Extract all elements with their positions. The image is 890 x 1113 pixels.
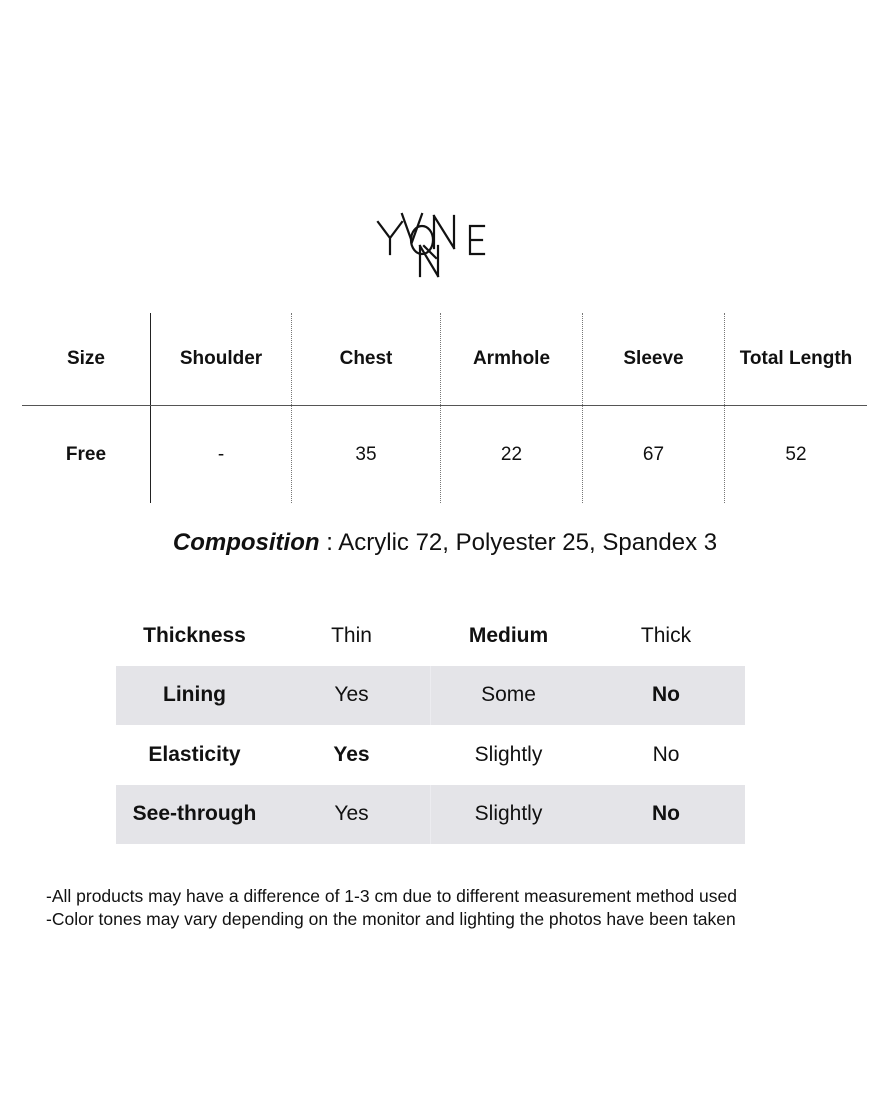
property-option-selected: Yes <box>333 742 370 766</box>
property-label: Elasticity <box>148 742 241 766</box>
column-divider <box>582 313 583 503</box>
sleeve-value: 67 <box>642 444 665 465</box>
property-option-selected: No <box>652 802 680 826</box>
header-total-length: Total Length <box>739 348 853 369</box>
column-divider <box>440 313 441 503</box>
property-row-thickness <box>116 606 745 666</box>
chest-value: 35 <box>355 444 377 465</box>
property-option: Yes <box>334 802 369 826</box>
brand-logo <box>376 210 488 280</box>
property-option: Slightly <box>474 742 543 766</box>
header-sleeve: Sleeve <box>623 348 684 369</box>
property-option: Yes <box>334 683 369 707</box>
fabric-properties-table <box>116 606 745 844</box>
property-option: Thin <box>331 623 372 647</box>
composition-line <box>0 528 890 558</box>
property-label: Lining <box>163 683 226 707</box>
column-divider <box>291 313 292 503</box>
property-option: Thick <box>640 623 692 647</box>
property-option: Slightly <box>430 785 587 845</box>
logo-mark <box>376 210 488 280</box>
shoulder-value: - <box>217 444 225 465</box>
property-label: Thickness <box>143 623 246 647</box>
property-option-selected: No <box>652 683 680 707</box>
column-divider <box>724 313 725 503</box>
column-divider <box>150 313 151 503</box>
composition-label: Composition <box>172 529 320 556</box>
header-divider <box>22 405 867 406</box>
property-option-selected: Medium <box>468 623 549 647</box>
property-row-lining <box>116 666 745 726</box>
note-measurement: -All products may have a difference of 1-3 cm due to different measurement method used <box>46 886 737 906</box>
size-value: Free <box>65 444 107 465</box>
disclaimer-notes <box>46 885 866 931</box>
property-row-elasticity <box>116 725 745 785</box>
total-length-value: 52 <box>785 444 807 465</box>
property-label: See-through <box>132 802 257 826</box>
property-option: Some <box>430 666 587 726</box>
header-armhole: Armhole <box>472 348 551 369</box>
armhole-value: 22 <box>500 444 523 465</box>
property-option: No <box>652 742 680 766</box>
header-chest: Chest <box>339 348 393 369</box>
composition-separator: : <box>319 529 339 556</box>
note-color: -Color tones may vary depending on the monitor and lighting the photos have been taken <box>46 909 736 929</box>
size-table <box>22 313 867 503</box>
header-shoulder: Shoulder <box>179 348 263 369</box>
composition-value: Acrylic 72, Polyester 25, Spandex 3 <box>338 529 718 556</box>
header-size: Size <box>66 348 106 369</box>
property-row-see-through <box>116 785 745 845</box>
